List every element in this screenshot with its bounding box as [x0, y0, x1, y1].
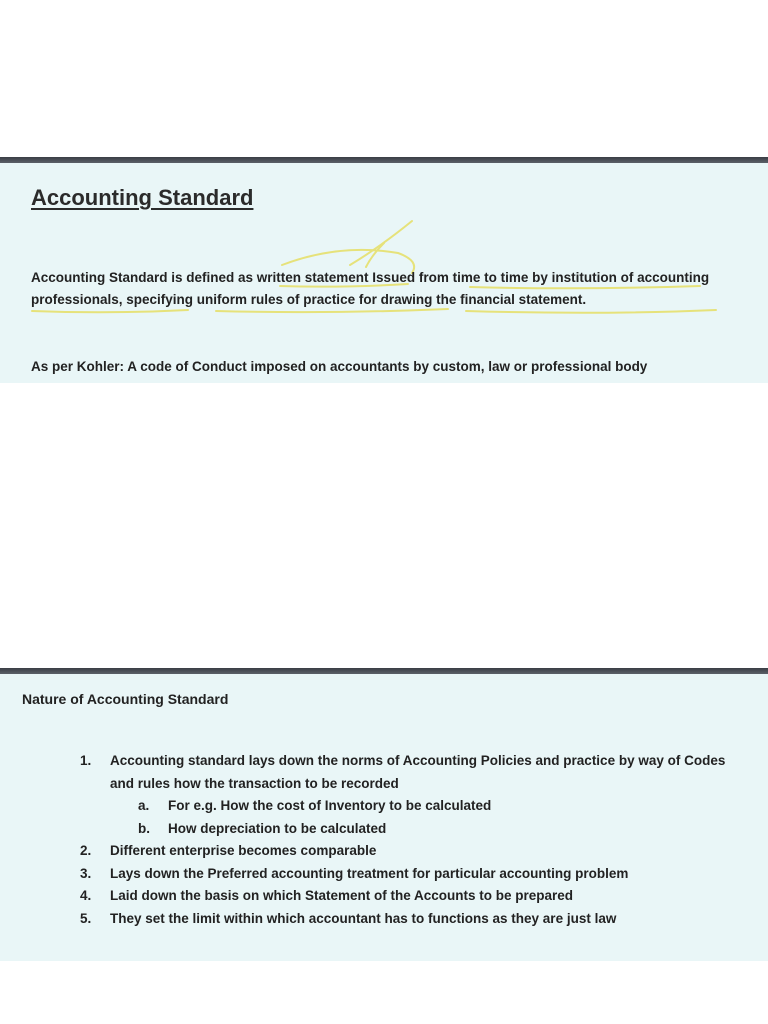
slide-top-border: [0, 668, 768, 674]
list-marker: 3.: [80, 865, 92, 881]
list-item: [78, 863, 750, 886]
kohler-definition: As per Kohler: A code of Conduct imposed on accountants by custom, law or professional body: [31, 359, 648, 374]
list-item-text: They set the limit within which accountant has to functions as they are just law: [110, 910, 617, 926]
definition-text: Accounting Standard is defined as written statement Issued from time to time by institution of accounting professionals, specifying uniform rules of practice for drawing the financial statement.: [31, 270, 710, 307]
list-item: [78, 885, 750, 908]
slide-title: Nature of Accounting Standard: [22, 691, 229, 707]
list-item-text: Different enterprise becomes comparable: [110, 843, 377, 858]
list-item-text: Lays down the Preferred accounting treatment for particular accounting problem: [110, 865, 629, 881]
slide-nature-of-accounting-standard: [0, 668, 768, 961]
sub-list: [110, 795, 750, 840]
list-marker: 2.: [80, 843, 92, 858]
list-marker: 5.: [80, 910, 92, 926]
list-item-text: Laid down the basis on which Statement of the Accounts to be prepared: [110, 888, 574, 903]
list-marker: 4.: [80, 888, 92, 903]
slide-top-border: [0, 157, 768, 163]
nature-list: [78, 750, 750, 930]
sub-list-item: [138, 818, 750, 841]
slide-title: Accounting Standard: [31, 185, 254, 210]
sub-list-item-text: For e.g. How the cost of Inventory to be calculated: [168, 798, 492, 813]
list-marker: a.: [138, 798, 150, 813]
sub-list-item-text: How depreciation to be calculated: [168, 820, 387, 836]
list-item: [78, 908, 750, 931]
list-item: [78, 750, 750, 840]
sub-list-item: [138, 795, 750, 818]
list-marker: b.: [138, 820, 150, 836]
list-item: [78, 840, 750, 863]
slide-accounting-standard: [0, 157, 768, 383]
list-marker: 1.: [80, 753, 92, 768]
list-item-text: Accounting standard lays down the norms of Accounting Policies and practice by way of Codes and rules how the transaction to be recorded: [110, 753, 726, 791]
